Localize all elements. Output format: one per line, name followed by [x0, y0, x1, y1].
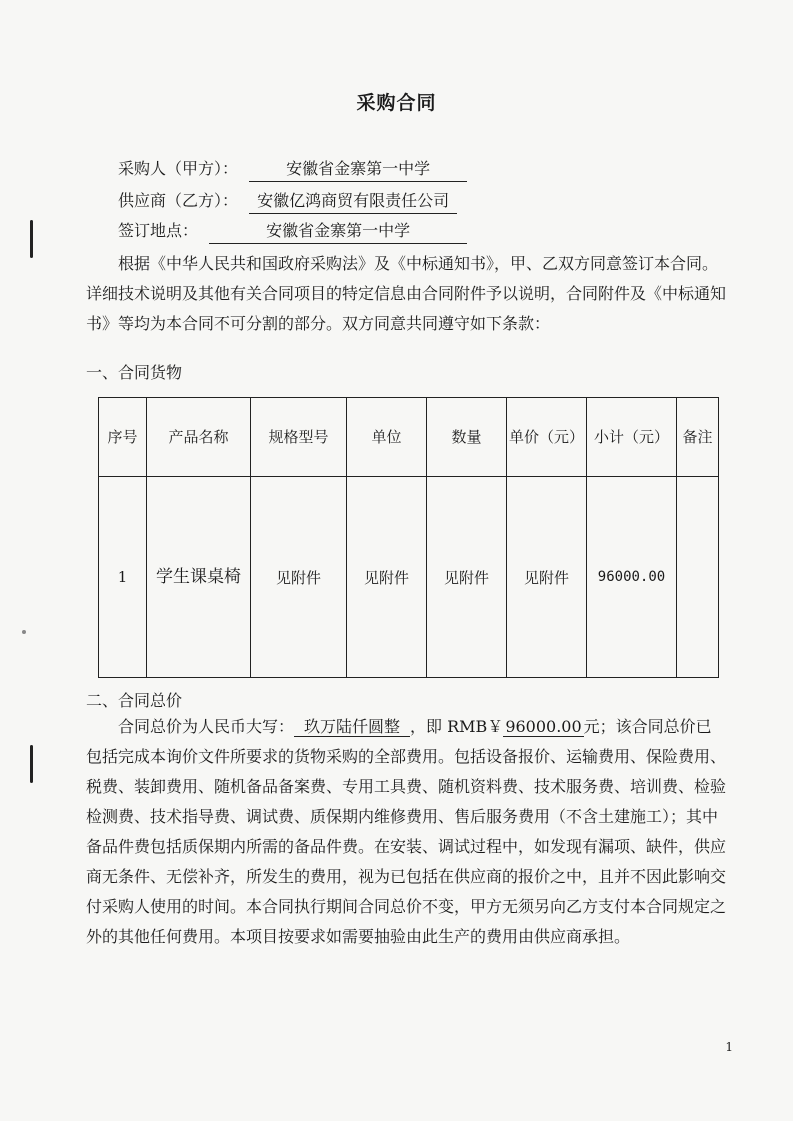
table-header: 小计（元） [587, 398, 677, 477]
table-header-row [99, 398, 719, 477]
table-header: 数量 [427, 398, 507, 477]
table-cell: 1 [99, 477, 147, 678]
table-row [99, 477, 719, 678]
table-cell: 学生课桌椅 [147, 477, 251, 678]
supplier-field [118, 189, 457, 213]
table-header: 单位 [347, 398, 427, 477]
signing-place-label: 签订地点： [118, 221, 199, 240]
price-mid: ，即 RMB￥ [410, 717, 504, 736]
scan-dot [22, 630, 26, 634]
purchaser-field [118, 157, 467, 181]
table-cell [677, 477, 719, 678]
price-unit: 元 [583, 717, 600, 736]
signing-place-value: 安徽省金寨第一中学 [209, 219, 467, 244]
table-header: 序号 [99, 398, 147, 477]
table-cell: 96000.00 [587, 477, 677, 678]
table-cell: 见附件 [347, 477, 427, 678]
table-header: 规格型号 [251, 398, 347, 477]
table-header: 备注 [677, 398, 719, 477]
table-cell: 见附件 [251, 477, 347, 678]
table-header: 产品名称 [147, 398, 251, 477]
section-goods-title: 一、合同货物 [86, 363, 183, 382]
binding-mark [30, 745, 33, 783]
signing-place-field [118, 219, 467, 243]
purchaser-value: 安徽省金寨第一中学 [249, 157, 467, 182]
table-header: 单价（元） [507, 398, 587, 477]
page-number: 1 [725, 1040, 733, 1054]
intro-paragraph: 根据《中华人民共和国政府采购法》及《中标通知书》，甲、乙双方同意签订本合同。详细技术说明及其他有关合同项目的特定信息由合同附件予以说明，合同附件及《中标通知书》等均为本合同不可分割的部分。双方同意共同遵守如下条款： [86, 254, 727, 333]
price-words: 玖万陆仟圆整 [294, 717, 410, 737]
price-paragraph [86, 712, 726, 952]
price-body: ；该合同总价已包括完成本询价文件所要求的货物采购的全部费用。包括设备报价、运输费用、保险费用、税费、装卸费用、随机备品备案费、专用工具费、随机资料费、技术服务费、培训费、检验检测费、技术指导费、调试费、质保期内维修费用、售后服务费用（不含土建施工）；其中备品件费包括质保期内所需的备品件费。在安装、调试过程中，如发现有漏项、缺件，供应商无条件、无偿补齐，所发生的费用，视为已包括在供应商的报价之中，且并不因此影响交付采购人使用的时间。本合同执行期间合同总价不变，甲方无须另向乙方支付本合同规定之外的其他任何费用。本项目按要求如需要抽验由此生产的费用由供应商承担。 [86, 717, 727, 946]
table-cell: 见附件 [427, 477, 507, 678]
page-title: 采购合同 [356, 92, 437, 114]
section-price-title: 二、合同总价 [86, 691, 183, 710]
price-number: 96000.00 [505, 717, 582, 736]
goods-table [98, 397, 719, 678]
table-cell: 见附件 [507, 477, 587, 678]
binding-mark [30, 220, 33, 258]
supplier-label: 供应商（乙方）： [118, 191, 239, 210]
supplier-value: 安徽亿鸿商贸有限责任公司 [249, 189, 457, 214]
purchaser-label: 采购人（甲方）： [118, 159, 239, 178]
price-prefix: 合同总价为人民币大写： [118, 717, 295, 736]
